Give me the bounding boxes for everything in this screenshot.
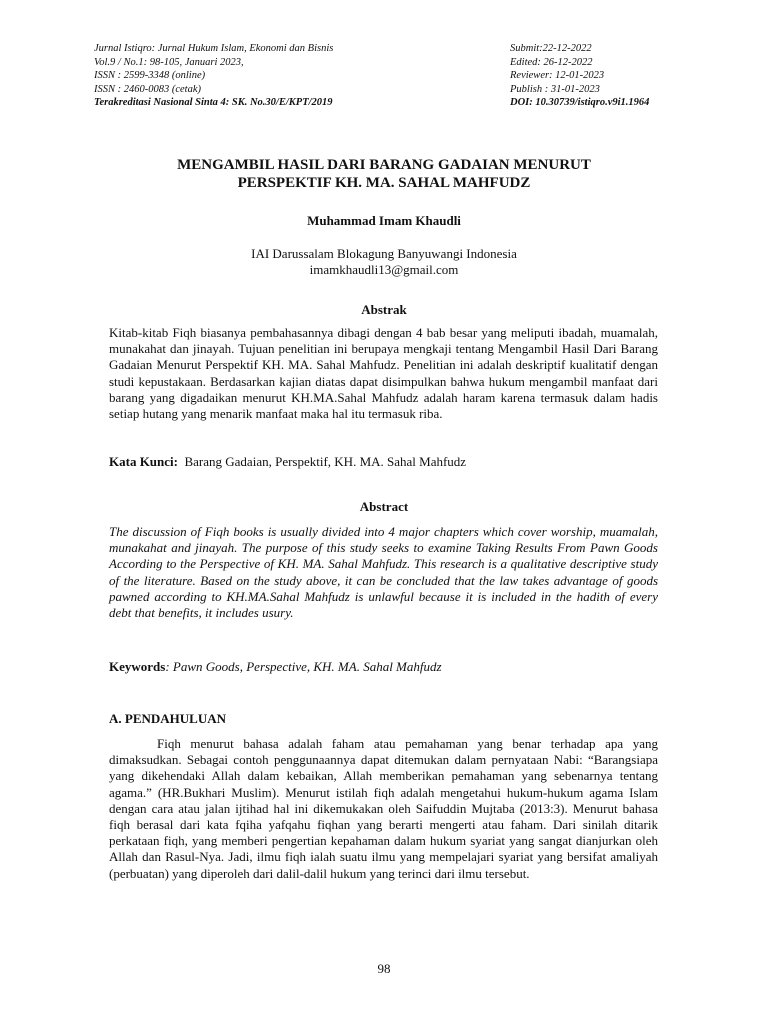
submit-date: Submit:22-12-2022	[510, 43, 592, 54]
abstract-text: The discussion of Fiqh books is usually divided into 4 major chapters which cover worship, muamalah, munakahat and jinayah. The purpose of this study seeks to examine Taking Results From Pawn Goods According to the Perspective of KH. MA. Sahal Mahfudz. This research is a qualitative descriptive study of the literature. Based on the study above, it can be concluded that the law takes advantage of goods pawned according to KH.MA.Sahal Mahfudz is unlawful because it is included in the hadith of every debt that benefits, it includes usury.	[109, 524, 658, 621]
page-number: 98	[377, 961, 391, 976]
reviewer-date: Reviewer: 12-01-2023	[510, 70, 605, 82]
author-email: imamkhaudli13@gmail.com	[309, 262, 459, 277]
submission-info	[510, 42, 690, 110]
affiliation: IAI Darussalam Blokagung Banyuwangi Indonesia	[251, 246, 517, 261]
issn-print: ISSN : 2460-0083 (cetak)	[94, 83, 202, 95]
keywords-text: : Pawn Goods, Perspective, KH. MA. Sahal Mahfudz	[165, 659, 442, 674]
publish-date: Publish : 31-01-2023	[510, 83, 600, 95]
kata-kunci	[109, 454, 658, 470]
kata-kunci-text: Barang Gadaian, Perspektif, KH. MA. Sahal Mahfudz	[177, 454, 467, 469]
journal-name: Jurnal Istiqro: Jurnal Hukum Islam, Ekonomi dan Bisnis	[94, 43, 334, 54]
abstrak-heading: Abstrak	[361, 302, 407, 317]
abstrak-text: Kitab-kitab Fiqh biasanya pembahasannya dibagi dengan 4 bab besar yang meliputi ibadah, muamalah, munakahat dan jinayah. Tujuan penelitian ini berupaya mengkaji tentang Mengambil Hasil Dari Barang Gadaian Menurut Perspektif KH. MA. Sahal Mahfudz. Penelitian ini adalah deskriptif kualitatif dengan studi kepustakaan. Berdasarkan kajian diatas dapat disimpulkan bahwa hukum mengambil manfaat dari barang yang digadaikan menurut KH.MA.Sahal Mahfudz adalah haram karena termasuk dalam hadis setiap hutang yang menarik manfaat maka hal itu termasuk riba.	[109, 325, 658, 422]
accreditation: Terakreditasi Nasional Sinta 4: SK. No.30/E/KPT/2019	[94, 97, 333, 109]
edited-date: Edited: 26-12-2022	[510, 56, 593, 68]
journal-volume: Vol.9 / No.1: 98-105, Januari 2023,	[94, 56, 244, 68]
affiliation-block	[109, 246, 659, 278]
section-title: A. PENDAHULUAN	[109, 711, 226, 726]
keywords-label: Keywords	[109, 659, 166, 674]
kata-kunci-label: Kata Kunci:	[109, 454, 178, 469]
title-line-1: MENGAMBIL HASIL DARI BARANG GADAIAN MENURUT	[177, 157, 591, 173]
journal-info	[94, 42, 504, 110]
section-body: Fiqh menurut bahasa adalah faham atau pemahaman yang benar terhadap apa yang dimaksudkan. Sebagai contoh penggunaannya dapat ditemukan dalam pernyataan Nabi: “Barangsiapa yang dikehendaki Allah dalam kebaikan, Allah memberikan pemahaman yang sebenarnya tentang agama.” (HR.Bukhari Muslim). Menurut istilah fiqh adalah mengetahui hukum-hukum agama Islam dengan cara atau jalan ijtihad hal ini dikemukakan oleh Saifuddin Mujtaba (2013:3). Menurut bahasa fiqh berasal dari kata fqiha yafqahu fiqhan yang berarti mengerti atau faham. Dari sinilah ditarik perkataan fiqh, yang memberi pengertian kepahaman dalam hukum syariat yang sangat dianjurkan oleh Allah dan Rasul-Nya. Jadi, ilmu fiqh ialah suatu ilmu yang mempelajari syariat yang bersifat amaliyah (perbuatan) yang diperoleh dari dalil-dalil hukum yang terinci dari ilmu tersebut.	[109, 736, 658, 881]
abstract-heading: Abstract	[359, 499, 409, 514]
issn-online: ISSN : 2599-3348 (online)	[94, 70, 206, 82]
keywords	[109, 659, 658, 675]
author-name: Muhammad Imam Khaudli	[307, 213, 461, 228]
title-line-2: PERSPEKTIF KH. MA. SAHAL MAHFUDZ	[237, 175, 531, 191]
paper-title	[109, 156, 659, 192]
doi: DOI: 10.30739/istiqro.v9i1.1964	[510, 97, 650, 109]
